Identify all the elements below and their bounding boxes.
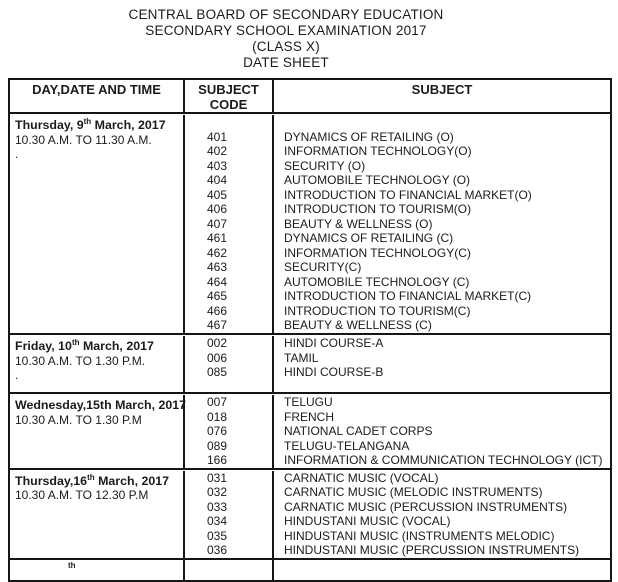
subject-name: CARNATIC MUSIC (PERCUSSION INSTRUMENTS)	[284, 499, 568, 514]
subject-name: FRENCH	[284, 409, 334, 424]
exam-time: 10.30 A.M. TO 1.30 P.M.	[15, 353, 146, 368]
partial-date-fragment-wrap	[15, 561, 76, 579]
subject-code: 403	[207, 158, 228, 173]
subject-name: TAMIL	[284, 350, 319, 365]
subject-code: 465	[207, 289, 228, 303]
header-day-date-time: DAY,DATE AND TIME	[10, 80, 185, 112]
header-subject-code	[185, 80, 274, 112]
board-title: CENTRAL BOARD OF SECONDARY EDUCATION	[128, 7, 444, 22]
header-subject-code-line2: CODE	[209, 97, 248, 112]
subject-name: NATIONAL CADET CORPS	[284, 424, 433, 438]
subject-name: AUTOMOBILE TECHNOLOGY (C)	[284, 274, 470, 289]
partial-day-cell	[10, 560, 185, 580]
day-date-time-cell	[10, 395, 185, 468]
subject-code: 461	[207, 231, 228, 245]
schedule-block	[10, 470, 610, 560]
table-blocks	[10, 114, 610, 560]
exam-date	[15, 336, 183, 354]
subject-name: TELUGU-TELANGANA	[284, 438, 410, 453]
date-sheet-title: DATE SHEET	[243, 55, 329, 70]
subject-code: 467	[207, 318, 228, 332]
subject-name: INFORMATION TECHNOLOGY(O)	[284, 144, 472, 158]
subject-code: 463	[207, 260, 228, 274]
subject-name: DYNAMICS OF RETAILING (C)	[284, 231, 454, 245]
subject-name: INFORMATION & COMMUNICATION TECHNOLOGY (ICT)	[284, 453, 603, 467]
subject-code: 007	[207, 395, 228, 409]
exam-date-text: Thursday, 9	[15, 118, 84, 133]
subject-cell	[274, 115, 610, 333]
schedule-block	[10, 114, 610, 335]
subject-name: HINDI COURSE-A	[284, 336, 384, 350]
schedule-block	[10, 335, 610, 394]
exam-date	[15, 115, 183, 133]
subject-name: INTRODUCTION TO TOURISM(O)	[284, 202, 472, 216]
date-ordinal: th	[71, 338, 80, 347]
subject-code: 035	[207, 528, 228, 543]
exam-date	[15, 395, 187, 413]
subject-code: 076	[207, 424, 228, 438]
partial-code-cell	[185, 560, 274, 580]
subject-code: 031	[207, 470, 228, 485]
subject-name: INTRODUCTION TO TOURISM(C)	[284, 303, 471, 318]
subject-name: HINDUSTANI MUSIC (INSTRUMENTS MELODIC)	[284, 528, 555, 543]
exam-time: 10.30 A.M. TO 12.30 P.M	[15, 488, 149, 503]
day-date-time-cell	[10, 471, 185, 558]
exam-time: 10.30 A.M. TO 1.30 P.M	[15, 412, 142, 427]
subject-code: 404	[207, 173, 228, 187]
subject-cell	[274, 471, 610, 558]
subject-name: INTRODUCTION TO FINANCIAL MARKET(O)	[284, 187, 532, 202]
subject-name: HINDI COURSE-B	[284, 365, 384, 379]
note-mark: .	[15, 368, 19, 383]
day-date-time-cell	[10, 115, 185, 333]
exam-date-text: Thursday,16	[15, 473, 88, 488]
exam-time: 10.30 A.M. TO 11.30 A.M.	[15, 132, 152, 147]
subject-code: 406	[207, 202, 228, 216]
subject-code: 407	[207, 216, 228, 231]
date-ordinal: th	[83, 117, 92, 126]
subject-name: BEAUTY & WELLNESS (C)	[284, 318, 432, 332]
subject-code-cell	[185, 395, 274, 468]
date-ordinal: th	[87, 472, 95, 482]
subject-code: 032	[207, 485, 228, 499]
subject-name: CARNATIC MUSIC (VOCAL)	[284, 470, 439, 485]
exam-date	[15, 471, 183, 489]
subject-code: 034	[207, 514, 228, 528]
subject-code: 464	[207, 274, 228, 289]
subject-code: 018	[207, 409, 228, 424]
subject-name: SECURITY (O)	[284, 158, 366, 173]
subject-code: 401	[207, 129, 228, 144]
header-subject: SUBJECT	[411, 82, 473, 97]
subject-code: 002	[207, 336, 228, 350]
exam-date-text: Wednesday,15th March, 2017	[15, 398, 187, 413]
subject-name: AUTOMOBILE TECHNOLOGY (O)	[284, 173, 471, 187]
subject-code: 462	[207, 245, 228, 260]
exam-date-text: Friday, 10	[15, 339, 72, 354]
table-header-row	[10, 80, 610, 114]
subject-name: INFORMATION TECHNOLOGY(C)	[284, 245, 471, 260]
subject-code: 402	[207, 144, 228, 158]
subject-code: 405	[207, 187, 228, 202]
subject-code: 006	[207, 350, 228, 365]
subject-code-cell	[185, 471, 274, 558]
subject-name: DYNAMICS OF RETAILING (O)	[284, 129, 454, 144]
subject-code: 466	[207, 303, 228, 318]
partial-next-row	[10, 560, 610, 580]
subject-code: 166	[207, 453, 228, 467]
subject-code-cell	[185, 336, 274, 392]
subject-code: 033	[207, 499, 228, 514]
document-header	[0, 0, 572, 71]
subject-code: 085	[207, 365, 228, 379]
note-mark: .	[15, 147, 19, 162]
partial-date-ordinal: th	[68, 560, 76, 570]
subject-code-cell	[185, 115, 274, 333]
subject-name: SECURITY(C)	[284, 260, 362, 274]
subject-name: TELUGU	[284, 395, 333, 409]
subject-code: 089	[207, 438, 228, 453]
subject-cell	[274, 395, 610, 468]
class-title: (CLASS X)	[252, 39, 320, 54]
subject-name: HINDUSTANI MUSIC (PERCUSSION INSTRUMENTS)	[284, 543, 580, 557]
subject-name: INTRODUCTION TO FINANCIAL MARKET(C)	[284, 289, 532, 303]
spacer	[207, 115, 272, 130]
subject-cell	[274, 336, 610, 392]
examination-title: SECONDARY SCHOOL EXAMINATION 2017	[145, 23, 427, 38]
schedule-block	[10, 394, 610, 470]
subject-code: 036	[207, 543, 228, 557]
exam-date-text: March, 2017	[94, 473, 170, 488]
subject-name: HINDUSTANI MUSIC (VOCAL)	[284, 514, 451, 528]
partial-subject-cell	[274, 560, 610, 580]
exam-date-text: March, 2017	[79, 339, 154, 354]
subject-name: BEAUTY & WELLNESS (O)	[284, 216, 433, 231]
subject-name: CARNATIC MUSIC (MELODIC INSTRUMENTS)	[284, 485, 543, 499]
date-sheet-table	[8, 78, 612, 582]
day-date-time-cell	[10, 336, 185, 392]
header-subject-code-line1: SUBJECT	[198, 82, 259, 97]
exam-date-text: March, 2017	[91, 118, 166, 133]
spacer	[284, 115, 610, 130]
